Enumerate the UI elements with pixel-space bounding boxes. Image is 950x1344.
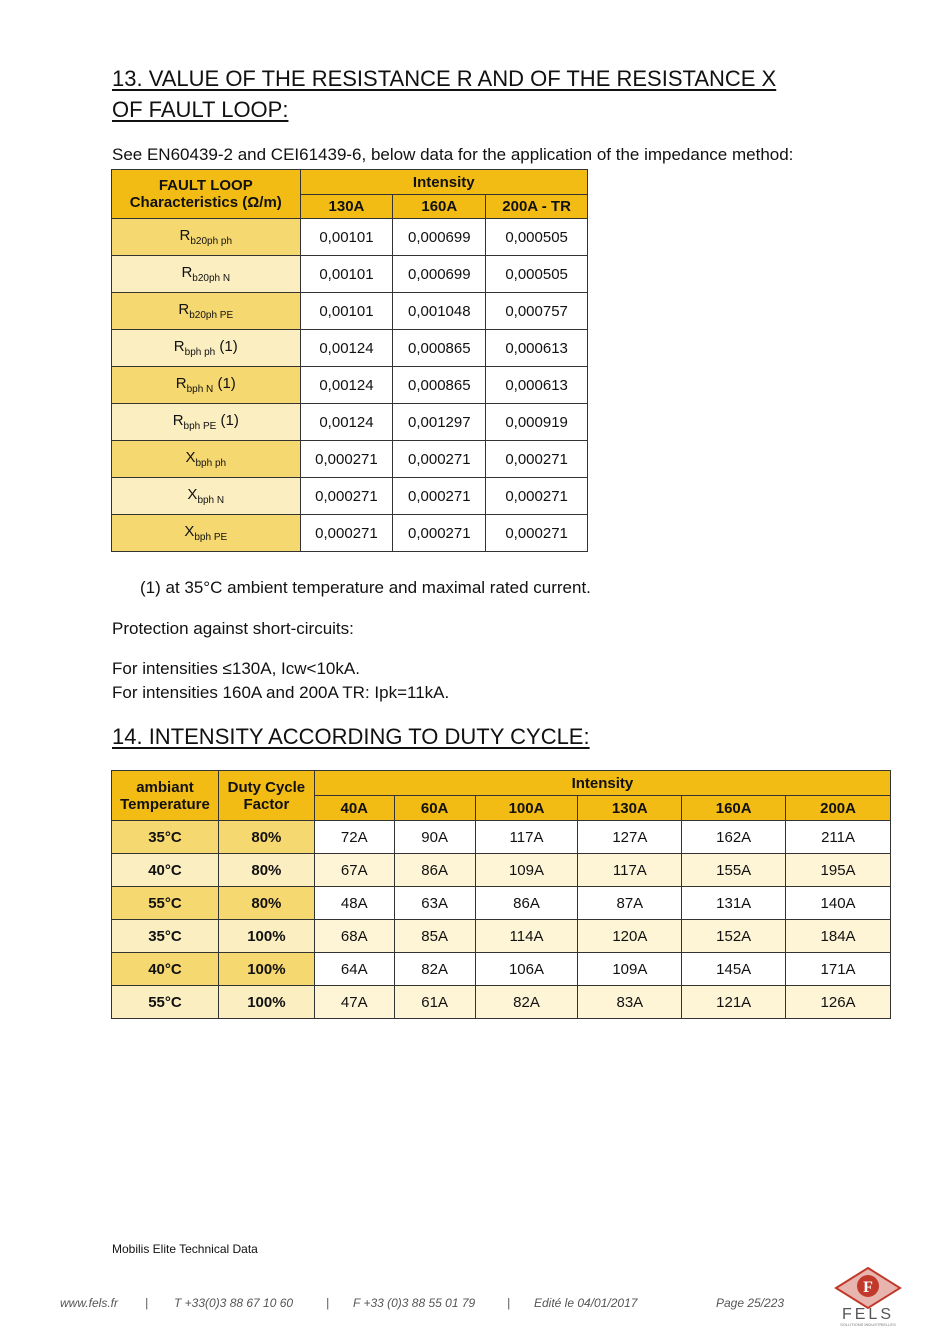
table-cell: 127A — [578, 821, 682, 854]
table-cell: 0,00124 — [300, 404, 393, 441]
table-cell: 0,000699 — [393, 219, 486, 256]
temperature-cell: 40°C — [112, 854, 219, 887]
table-row — [112, 367, 588, 404]
duty-factor-cell: 100% — [218, 986, 314, 1019]
duty-factor-cell: 80% — [218, 887, 314, 920]
table-row — [112, 404, 588, 441]
fels-logo-mark — [830, 1266, 906, 1328]
table-cell: 0,000919 — [486, 404, 588, 441]
row-label — [112, 515, 301, 552]
footnote: (1) at 35°C ambient temperature and maximal rated current. — [140, 578, 591, 597]
section13-intro: See EN60439-2 and CEI61439-6, below data for the application of the impedance method: — [112, 145, 794, 164]
note-ref: (1) — [213, 375, 236, 392]
table-cell: 0,000271 — [393, 478, 486, 515]
duty-factor-cell: 80% — [218, 821, 314, 854]
row-label — [112, 219, 301, 256]
column-header: 130A — [300, 195, 393, 219]
table-cell: 0,000699 — [393, 256, 486, 293]
column-header: 160A — [682, 796, 786, 821]
table-row — [112, 821, 891, 854]
table-cell: 0,000865 — [393, 330, 486, 367]
table-cell: 85A — [394, 920, 475, 953]
temperature-cell: 55°C — [112, 887, 219, 920]
table-cell: 195A — [786, 854, 891, 887]
subscript: b20ph ph — [190, 236, 233, 247]
table-cell: 90A — [394, 821, 475, 854]
table-cell: 0,001048 — [393, 293, 486, 330]
logo-letter: F — [863, 1279, 873, 1296]
corner-line1: FAULT LOOP — [158, 177, 253, 194]
table-cell: 0,00101 — [300, 293, 393, 330]
footer-sep-2: | — [326, 1296, 330, 1310]
row-label — [112, 478, 301, 515]
symbol: R — [181, 264, 193, 281]
table-cell: 121A — [682, 986, 786, 1019]
table-cell: 106A — [475, 953, 578, 986]
column-header: 100A — [475, 796, 578, 821]
subscript: bph N — [197, 495, 225, 506]
table-row — [112, 219, 588, 256]
table-cell: 0,000613 — [486, 367, 588, 404]
table-cell: 0,000613 — [486, 330, 588, 367]
footer-page-number: Page 25/223 — [716, 1296, 785, 1310]
table-cell: 211A — [786, 821, 891, 854]
footer-website[interactable]: www.fels.fr — [60, 1296, 119, 1310]
h1-line1: ambiant — [136, 778, 194, 796]
table-row — [112, 478, 588, 515]
temperature-cell: 55°C — [112, 986, 219, 1019]
duty-factor-cell: 100% — [218, 953, 314, 986]
table-row — [112, 330, 588, 367]
subscript: bph ph — [184, 347, 216, 358]
logo-word: FELS — [841, 1306, 895, 1323]
column-header: 200A — [786, 796, 891, 821]
table-cell: 0,00124 — [300, 367, 393, 404]
table-row — [112, 441, 588, 478]
note-ref: (1) — [215, 338, 238, 355]
protection-text: Protection against short-circuits: — [112, 619, 354, 638]
temperature-cell: 40°C — [112, 953, 219, 986]
table-cell: 64A — [314, 953, 394, 986]
table-cell: 0,000271 — [393, 441, 486, 478]
table-cell: 117A — [578, 854, 682, 887]
table-cell: 47A — [314, 986, 394, 1019]
table-cell: 162A — [682, 821, 786, 854]
note-ref: (1) — [216, 412, 239, 429]
subscript: bph PE — [194, 532, 228, 543]
duty-cycle-factor-header — [218, 771, 314, 821]
table-row — [112, 854, 891, 887]
column-header: 40A — [314, 796, 394, 821]
fault-loop-corner-header — [112, 170, 301, 219]
protection-line1: For intensities ≤130A, Icw<10kA. — [112, 659, 360, 678]
subscript: bph N — [186, 384, 214, 395]
table-cell: 140A — [786, 887, 891, 920]
table-cell: 0,000505 — [486, 256, 588, 293]
temperature-cell: 35°C — [112, 821, 219, 854]
row-label — [112, 441, 301, 478]
table-cell: 120A — [578, 920, 682, 953]
table-cell: 145A — [682, 953, 786, 986]
corner-line2: Characteristics (Ω/m) — [129, 194, 282, 211]
table-cell: 114A — [475, 920, 578, 953]
fault-loop-table — [111, 169, 588, 552]
symbol: X — [185, 449, 196, 466]
duty-factor-cell: 80% — [218, 854, 314, 887]
table-row — [112, 953, 891, 986]
table-cell: 126A — [786, 986, 891, 1019]
symbol: R — [172, 412, 184, 429]
table-cell: 82A — [394, 953, 475, 986]
symbol: X — [184, 523, 195, 540]
table-row — [112, 920, 891, 953]
table-cell: 0,00101 — [300, 256, 393, 293]
table-row — [112, 986, 891, 1019]
subscript: b20ph N — [192, 273, 231, 284]
table-cell: 48A — [314, 887, 394, 920]
table-cell: 0,000271 — [300, 441, 393, 478]
column-header: 200A - TR — [486, 195, 588, 219]
duty-factor-cell: 100% — [218, 920, 314, 953]
table-cell: 109A — [578, 953, 682, 986]
table-cell: 68A — [314, 920, 394, 953]
table-row — [112, 256, 588, 293]
table-cell: 0,001297 — [393, 404, 486, 441]
table-cell: 131A — [682, 887, 786, 920]
table-cell: 61A — [394, 986, 475, 1019]
table-cell: 83A — [578, 986, 682, 1019]
subscript: bph PE — [183, 421, 217, 432]
h2-line1: Duty Cycle — [227, 778, 306, 796]
footer-sep-3: | — [507, 1296, 511, 1310]
symbol: R — [173, 338, 185, 355]
row-label — [112, 330, 301, 367]
column-header: 160A — [393, 195, 486, 219]
table-row — [112, 515, 588, 552]
subscript: b20ph PE — [189, 310, 234, 321]
table-cell: 0,00124 — [300, 330, 393, 367]
table-cell: 0,00101 — [300, 219, 393, 256]
footer-edited: Edité le 04/01/2017 — [534, 1296, 638, 1310]
section13-title-line2: OF FAULT LOOP: — [112, 97, 289, 122]
symbol: R — [175, 375, 187, 392]
table-cell: 86A — [475, 887, 578, 920]
table-cell: 0,000271 — [300, 515, 393, 552]
table-row — [112, 293, 588, 330]
table-cell: 184A — [786, 920, 891, 953]
row-label — [112, 404, 301, 441]
table-cell: 72A — [314, 821, 394, 854]
table-cell: 63A — [394, 887, 475, 920]
h1-line2: Temperature — [120, 795, 210, 813]
table-cell: 0,000271 — [486, 441, 588, 478]
column-header: 60A — [394, 796, 475, 821]
table-cell: 0,000757 — [486, 293, 588, 330]
table-cell: 86A — [394, 854, 475, 887]
ambient-temperature-header — [112, 771, 219, 821]
section13-title-line1: 13. VALUE OF THE RESISTANCE R AND OF THE RESISTANCE X — [112, 66, 777, 91]
h2-line2: Factor — [243, 795, 290, 813]
intensity-group-header: Intensity — [300, 170, 587, 195]
footer-sep-1: | — [145, 1296, 149, 1310]
subscript: bph ph — [195, 458, 227, 469]
logo-tagline: SOLUTIONS INDUSTRIELLES — [840, 1322, 896, 1327]
duty-cycle-table — [111, 770, 891, 1019]
table-cell: 0,000271 — [486, 515, 588, 552]
symbol: X — [187, 486, 198, 503]
table-cell: 109A — [475, 854, 578, 887]
table-cell: 171A — [786, 953, 891, 986]
table-cell: 82A — [475, 986, 578, 1019]
symbol: R — [178, 301, 190, 318]
row-label — [112, 256, 301, 293]
table-cell: 0,000271 — [486, 478, 588, 515]
table-cell: 0,000271 — [393, 515, 486, 552]
document-footer: Mobilis Elite Technical Data — [112, 1242, 258, 1256]
temperature-cell: 35°C — [112, 920, 219, 953]
column-header: 130A — [578, 796, 682, 821]
section14-title: 14. INTENSITY ACCORDING TO DUTY CYCLE: — [112, 724, 590, 749]
table-cell: 0,000865 — [393, 367, 486, 404]
symbol: R — [179, 227, 191, 244]
table-cell: 117A — [475, 821, 578, 854]
row-label — [112, 293, 301, 330]
protection-line2: For intensities 160A and 200A TR: Ipk=11kA. — [112, 683, 450, 702]
fels-logo — [830, 1266, 906, 1328]
row-label — [112, 367, 301, 404]
intensity-group-header-2: Intensity — [314, 771, 890, 796]
table-cell: 155A — [682, 854, 786, 887]
table-cell: 152A — [682, 920, 786, 953]
table-cell: 0,000271 — [300, 478, 393, 515]
footer-fax: F +33 (0)3 88 55 01 79 — [353, 1296, 476, 1310]
footer-phone: T +33(0)3 88 67 10 60 — [174, 1296, 294, 1310]
table-cell: 67A — [314, 854, 394, 887]
table-cell: 0,000505 — [486, 219, 588, 256]
table-row — [112, 887, 891, 920]
table-cell: 87A — [578, 887, 682, 920]
